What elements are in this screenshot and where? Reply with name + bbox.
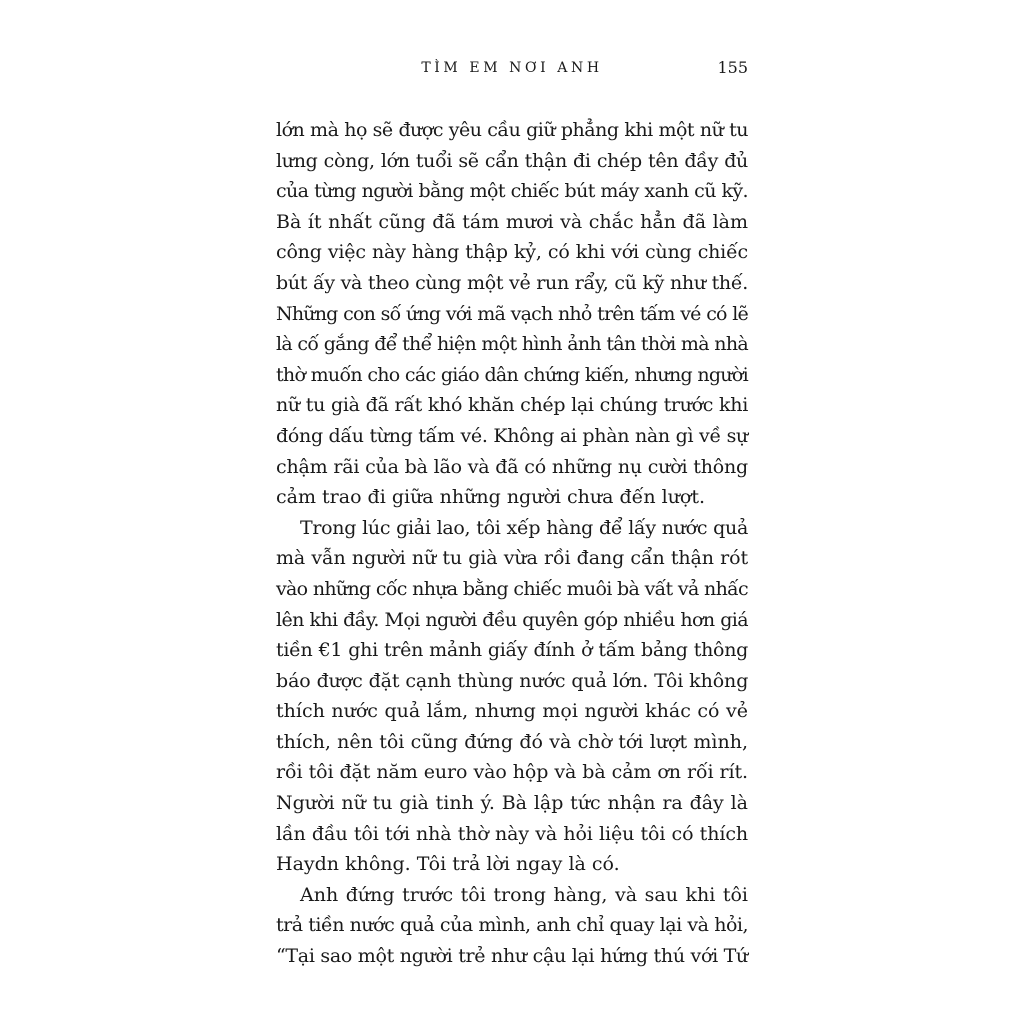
text-line: công việc này hàng thập kỷ, có khi với cùng chiếc [276, 241, 748, 264]
text-line: Người nữ tu già tinh ý. Bà lập tức nhận ra đây là [276, 792, 748, 815]
text-line: lưng còng, lớn tuổi sẽ cẩn thận đi chép tên đầy đủ [276, 149, 748, 172]
text-line: trả tiền nước quả của mình, anh chỉ quay lại và hỏi, [276, 914, 748, 937]
running-head [276, 58, 748, 84]
body-text [276, 115, 748, 972]
text-line: cảm trao đi giữa những người chưa đến lượt. [276, 486, 706, 509]
page-number: 155 [717, 58, 748, 77]
text-line: Haydn không. Tôi trả lời ngay là có. [276, 853, 620, 876]
text-line: đóng dấu từng tấm vé. Không ai phàn nàn gì về sự [276, 424, 748, 447]
text-line: vào những cốc nhựa bằng chiếc muôi bà vất vả nhấc [276, 577, 748, 600]
book-title: TÌM EM NƠI ANH [421, 60, 603, 76]
text-line: báo được đặt cạnh thùng nước quả lớn. Tôi không [276, 669, 749, 692]
text-line: Những con số ứng với mã vạch nhỏ trên tấm vé có lẽ [276, 302, 748, 325]
text-line: Bà ít nhất cũng đã tám mươi và chắc hẳn đã làm [276, 210, 748, 233]
text-line: thờ muốn cho các giáo dân chứng kiến, nhưng người [276, 363, 748, 386]
text-line: Trong lúc giải lao, tôi xếp hàng để lấy nước quả [300, 516, 748, 539]
paragraph-3 [276, 880, 748, 972]
paragraph-1 [276, 115, 748, 513]
text-line: lớn mà họ sẽ được yêu cầu giữ phẳng khi một nữ tu [276, 119, 748, 141]
text-line: nữ tu già đã rất khó khăn chép lại chúng trước khi [276, 394, 748, 417]
text-line: của từng người bằng một chiếc bút máy xanh cũ kỹ. [276, 180, 748, 203]
text-line: “Tại sao một người trẻ như cậu lại hứng thú với Tứ [276, 945, 748, 968]
text-line: lên khi đầy. Mọi người đều quyên góp nhiều hơn giá [276, 608, 748, 631]
paragraph-2 [276, 513, 748, 880]
text-line: chậm rãi của bà lão và đã có những nụ cười thông [276, 455, 748, 478]
text-line: bút ấy và theo cùng một vẻ run rẩy, cũ kỹ như thế. [276, 271, 748, 294]
text-line: rồi tôi đặt năm euro vào hộp và bà cảm ơn rối rít. [276, 761, 748, 784]
text-line: mà vẫn người nữ tu già vừa rồi đang cẩn thận rót [276, 547, 748, 570]
text-line: lần đầu tôi tới nhà thờ này và hỏi liệu tôi có thích [276, 822, 748, 845]
text-line: Anh đứng trước tôi trong hàng, và sau khi tôi [300, 883, 748, 906]
text-line: là cố gắng để thể hiện một hình ảnh tân thời mà nhà [276, 333, 748, 356]
text-line: thích nước quả lắm, nhưng mọi người khác có vẻ [276, 700, 748, 723]
text-line: thích, nên tôi cũng đứng đó và chờ tới lượt mình, [276, 730, 748, 753]
text-line: tiền €1 ghi trên mảnh giấy đính ở tấm bảng thông [276, 639, 748, 662]
